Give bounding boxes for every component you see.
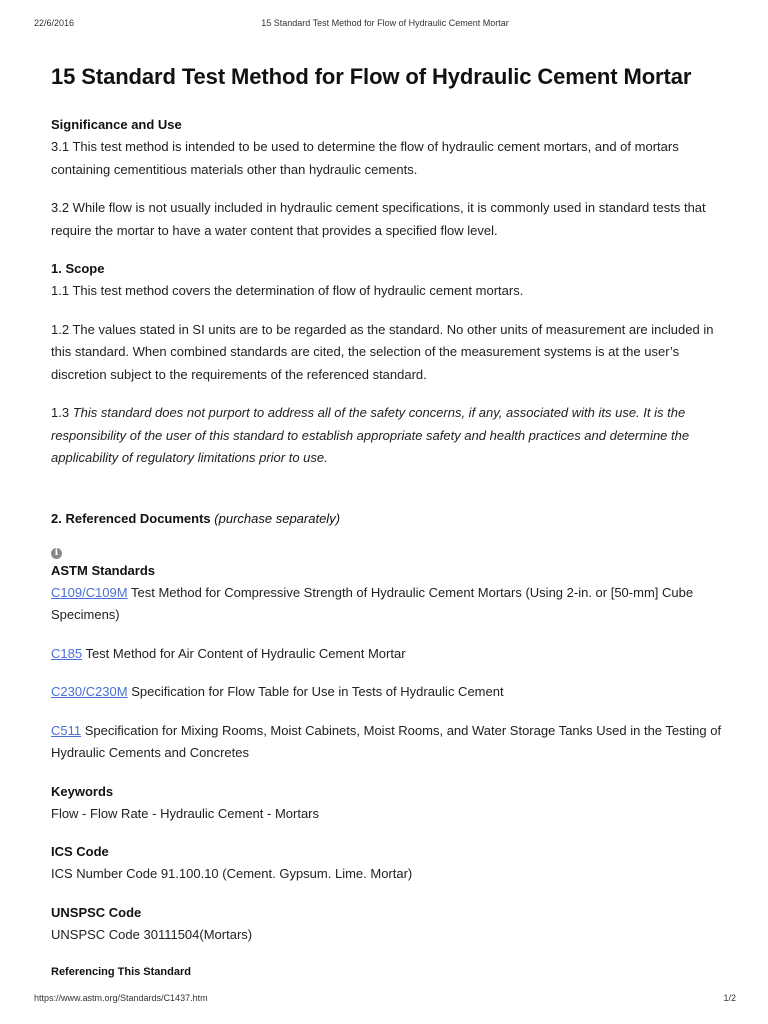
significance-heading: Significance and Use [51,117,182,132]
referencing-section [51,961,723,983]
keywords-section [51,781,723,826]
referenced-item-description: Test Method for Air Content of Hydraulic Cement Mortar [82,645,406,661]
page-number: 1/2 [723,993,736,1003]
print-title: 15 Standard Test Method for Flow of Hydraulic Cement Mortar [261,18,509,28]
scope-paragraph-3 [51,402,723,470]
standard-link-c511[interactable]: C511 [51,722,82,738]
print-date: 22/6/2016 [34,18,75,28]
scope-heading: 1. Scope [51,261,105,276]
keywords-heading: Keywords [51,783,114,799]
standard-link-c230[interactable]: C230/C230M [51,684,128,699]
referenced-documents-heading [51,508,723,530]
unspsc-heading: UNSPSC Code [51,904,142,920]
ics-heading: ICS Code [51,844,109,859]
referenced-item-description: Specification for Mixing Rooms, Moist Cabinets, Moist Rooms, and Water Storage Tanks Used in the Testing of Hydraulic Cements and Concretes [51,722,722,760]
page-title: 15 Standard Test Method for Flow of Hydraulic Cement Mortar [51,64,692,89]
referenced-item [51,720,723,765]
scope-paragraph-3-prefix: 1.3 [51,405,73,420]
standard-link-c109[interactable]: C109/C109M [51,584,128,600]
significance-paragraph-1: 3.1 This test method is intended to be used to determine the flow of hydraulic cement mortars, and of mortars containing cementitious materials other than hydraulic cements. [51,139,679,177]
significance-section [51,114,723,242]
print-header [34,18,736,28]
keywords-text: Flow - Flow Rate - Hydraulic Cement - Mortars [51,805,319,821]
print-footer [34,993,736,1003]
unspsc-section [51,902,723,947]
scope-section [51,258,723,470]
referenced-item [51,643,723,666]
unspsc-text: UNSPSC Code 30111504(Mortars) [51,926,253,942]
print-url: https://www.astm.org/Standards/C1437.htm [34,993,208,1003]
referenced-item [51,582,723,627]
ics-section [51,841,723,886]
astm-standards-heading: ASTM Standards [51,562,156,578]
ics-text: ICS Number Code 91.100.10 (Cement. Gypsum. Lime. Mortar) [51,866,413,881]
standard-link-c185[interactable]: C185 [51,645,83,661]
scope-paragraph-1: 1.1 This test method covers the determination of flow of hydraulic cement mortars. [51,283,524,298]
referenced-list [51,582,723,765]
referenced-item-description: Specification for Flow Table for Use in Tests of Hydraulic Cement [127,684,504,699]
referenced-item-description: Test Method for Compressive Strength of Hydraulic Cement Mortars (Using 2-in. or [50-mm] Cube Specimens) [51,584,694,622]
referenced-documents-section [51,508,723,765]
document-body [51,60,723,983]
significance-paragraph-2: 3.2 While flow is not usually included in hydraulic cement specifications, it is commonly used in standard tests that require the mortar to have a water content that provides a specified flow level. [51,200,706,238]
scope-paragraph-2: 1.2 The values stated in SI units are to be regarded as the standard. No other units of measurement are included in this standard. When combined standards are cited, the selection of the measurement systems is at the user’s discretion subject to the requirements of the referenced standard. [51,321,714,382]
purchase-note: (purchase separately) [214,510,341,526]
referenced-item [51,681,723,704]
scope-paragraph-3-italic: This standard does not purport to address all of the safety concerns, if any, associated with its use. It is the responsibility of the user of this standard to establish appropriate safety and health practices and determine the applicability of regulatory limitations prior to use. [51,405,690,465]
info-icon[interactable]: i [51,548,62,559]
referenced-heading-text: 2. Referenced Documents [51,510,211,526]
referencing-heading: Referencing This Standard [51,966,191,978]
